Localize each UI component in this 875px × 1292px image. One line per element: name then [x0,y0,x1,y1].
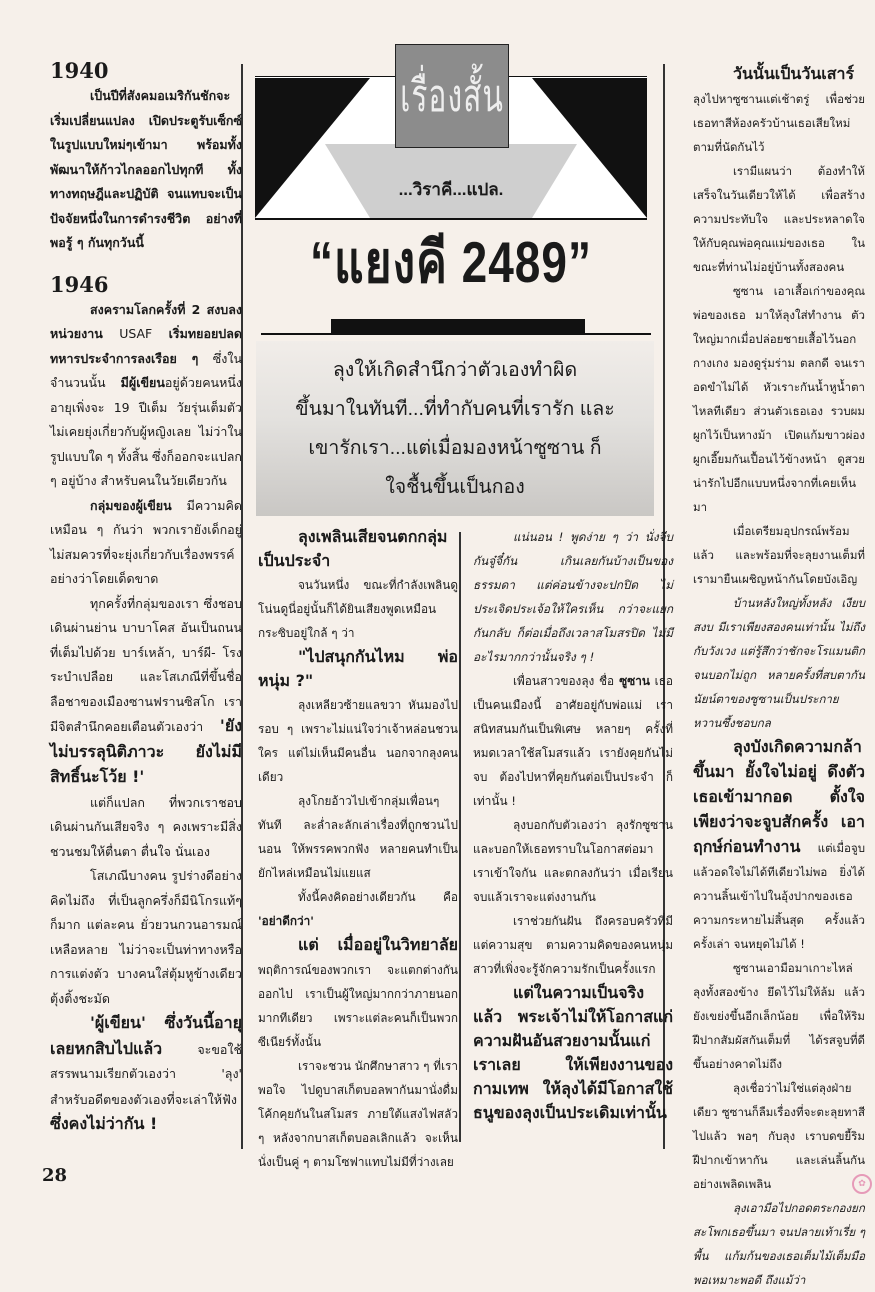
paragraph: เมื่อเตรียมอุปกรณ์พร้อมแล้ว และพร้อมที่จะลุยงานเต็มที่ เรามายืนเผชิญหน้ากันโดยบังเอิญ [693,524,865,586]
paragraph [693,735,865,956]
paragraph: แต่ในความเป็นจริงแล้ว พระเจ้าไม่ให้โอกาสแก่ความฝันอันสวยงามนั้นแก่เราเลย ให้เพียงงานของกามเทพ ให้ลุงได้มีโอกาสใช้ธนูของลุงเป็นประเดิมเท่านั้น [473,983,673,1122]
text-run: ลุงไปหาซูซานแต่เช้าตรู่ เพื่อช่วยเธอทาสีห้องครัวบ้านเธอเสียใหม่ ตามที่นัดกันไว้ [693,92,865,154]
byline: ...วิราคี...แปล. [398,180,504,199]
column-4 [693,62,865,1292]
paragraph: ลุงเอามือไปกอดตระกองยกสะโพกเธอขึ้นมา จนปลายเท้าเรี่ย ๆ พื้น แก้มก้นของเธอเต็มไม้เต็มมือ พอเหมาะพอดี ถึงแม้ว่า [693,1201,865,1287]
paragraph: "ไปสนุกกันไหม พ่อหนุ่ม ?" [258,647,458,690]
header-band-right [532,144,577,218]
paragraph: เราจะชวน นักศึกษาสาว ๆ ที่เราพอใจ ไปดูบาสเก็ตบอลพากันมานั่งดื่มโค้กคุยกันในสโมสร ภายใต้แสงไฟสลัว ๆ หลังจากบาสเก็ตบอลเลิกแล้ว จะเห็นนั่งเป็นคู่ ๆ ตามโซฟาแทบไม่มีที่ว่างเลย [258,1059,458,1169]
paragraph: แน่นอน ! พูดง่าย ๆ ว่า นั่งจีบกันจู๋จี๋กัน เกินเลยกันบ้างเป็นของธรรมดา แต่ค่อนข้างจะปกปิด ไม่ประเจิดประเจ้อให้ใครเห็น กว่าจะแยกกันกลับ ก็ต่อเมื่อถึงเวลาสโมสรปิด ไม่มีอะไรมากกว่านั้นจริง ๆ ! [473,530,673,664]
section-label-box [395,44,509,148]
bold-run: มีผู้เขียน [120,375,165,390]
paragraph: ลุงเชื่อว่าไม่ใช่แต่ลุงฝ่ายเดียว ซูซานก็ลืมเรื่องที่จะตะลุยทาสีไปแล้ว พอๆ กับลุง เราบดขยี้ริมฝีปากเข้าหากัน และเล่นลิ้นกันอย่างเพลิดเพลิน [693,1081,865,1191]
bold-run: เริ่มทยอยปลดทหารประจำการลงเรือย ๆ [50,326,242,366]
publisher-logo-icon: ✿ [852,1174,872,1194]
paragraph [50,298,242,494]
text-run: ทั้งนี้คงคิดอย่างเดียวกัน คือ [298,890,458,904]
paragraph [50,494,242,592]
text-run: ซึ่งในจำนวนนั้น [50,350,242,390]
paragraph [693,62,865,159]
paragraph: เรามีแผนว่า ต้องทำให้เสร็จในวันเดียวให้ได้ เพื่อสร้างความประทับใจ และประหลาดใจให้กับคุณพ่อคุณแม่ของเธอ ในขณะที่ท่านไม่อยู่บ้านทั้งสองคน [693,164,865,274]
pull-quote-line: ลุงให้เกิดสำนึกว่าตัวเองทำผิด [332,358,578,381]
paragraph: บ้านหลังใหญ่ทั้งหลัง เงียบสงบ มีเราเพียงสองคนเท่านั้น ไม่ถึงกับวังเวง แต่รู้สึกว่าชักจะโรแมนติกจนบอกไม่ถูก หลายครั้งที่สบตากัน นัยน์ตาของซูซานเป็นประกายหวานซึ้งชอบกล [693,596,865,730]
header-band-left [325,144,370,218]
paragraph [258,933,458,1054]
paragraph [50,1011,242,1138]
text-run: เธอเป็นคนเมืองนี้ อาศัยอยู่กับพ่อแม่ เราสนิทสนมกันเป็นพิเศษ หลายๆ ครั้งที่หมดเวลาใช้สโมสรแล้ว เรายังคุยกันไม่จบ ต้องไปหาที่คุยกันต่อเป็นประจำ ก็เท่านั้น ! [473,674,673,808]
paragraph: แต่ก็แปลก ที่พวกเราชอบเดินผ่านกันเสียจริง ๆ คงเพราะมีสิ่งชวนชมให้ตื่นตา ตื่นใจ นั่นเอง [50,794,242,859]
text-run: จะขอใช้สรรพนามเรียกตัวเองว่า 'ลุง' สำหรับอดีตของตัวเองที่จะเล่าให้ฟัง [50,1041,242,1107]
paragraph: โสเภณีบางคน รูปร่างดีอย่างคิดไม่ถึง ที่เป็นลูกครึ่งก็มีนิโกรแท้ๆ ก็มาก แต่ละคน ยั่วยวนกวนอารมณ์เหลือหลาย ไม่ว่าจะเป็นท่าทางหรือการแต่งตัว บางคนใส่ตุ้มหูข้างเดียวตุ้งติ้งชะมัด [50,868,242,1006]
text-run: ทุกครั้งที่กลุ่มของเรา ซึ่งชอบเดินผ่านย่าน บาบาโคส อันเป็นถนนที่เต็มไปด้วย บาร์เหล้า, บาร์ผี- โรงระบำเปลือย และโสเภณีที่ขึ้นชื่อลือชาของเมืองซานฟรานซิสโก เรามีจิตสำนึกคอยเตือนตัวเองว่า [50,595,242,734]
year-heading: 1946 [50,271,109,297]
paragraph: ลุงเหลียวซ้ายแลขวา หันมองไปรอบ ๆ เพราะไม่แน่ใจว่าเจ้าหล่อนชวนใคร แต่ไม่เห็นมีคนอื่น นอกจากลุงคนเดียว [258,698,458,784]
column-divider [459,532,461,1142]
bold-run: 'ผู้เขียน' ซึ่งวันนี้อายุเลยหกสิบไปแล้ว [50,1013,242,1058]
paragraph [473,669,673,813]
paragraph: เป็นปีที่สังคมอเมริกันชักจะเริ่มเปลี่ยนแปลง เปิดประตูรับเซ็กซ์ ในรูปแบบใหม่ๆเข้ามา พร้อมทั้งพัฒนาให้ก้าวไกลออกไปทุกที ทั้งทางทฤษฎีและปฏิบัติ จนแทบจะเป็นปัจจัยหนึ่งในการดำรงชีวิต อย่างที่พอรู้ ๆ กันทุกวันนี้ [50,88,242,250]
pull-quote-line: เขารักเรา...แต่เมื่อมองหน้าซูซาน ก็ [308,436,602,459]
paragraph: ลุงเพลินเสียจนตกกลุ่มเป็นประจำ [258,527,448,570]
paragraph: ลุงบอกกับตัวเองว่า ลุงรักซูซาน และบอกให้เธอทราบในโอกาสต่อมา เราเข้าใจกัน และตกลงกันว่า เมื่อเรียนจบแล้วเราจะแต่งงานกัน [473,818,673,904]
story-title: “แยงคี 2489” [310,229,592,295]
paragraph: ซูซานเอามือมาเกาะไหล่ลุงทั้งสองข้าง ยึดไว้ไม่ให้ล้ม แล้วยังเขย่งขึ้นอีกเล็กน้อย เพื่อให้ริมฝีปากสัมผัสกันเต็มที่ ได้รสจูบที่ดีขึ้นอย่างคาดไม่ถึง [693,961,865,1071]
bold-run: แต่ เมื่ออยู่ในวิทยาลัย [298,935,458,954]
paragraph: จนวันหนึ่ง ขณะที่กำลังเพลินดูโน่นดูนี่อยู่นั้นก็ได้ยินเสียงพูดเหมือนกระซิบอยู่ใกล้ ๆ ว่า [258,578,458,640]
column-1 [50,58,242,1138]
title-rule [261,333,651,335]
year-heading: 1940 [50,58,109,83]
paragraph: ซูซาน เอาเสื้อเก่าของคุณพ่อของเธอ มาให้ลุงใส่ทำงาน ตัวใหญ่มากเมื่อปล่อยชายเสื้อไว้นอกกางเกง มองดูรุ่มร่าม ตลกดี จนเราอดขำไม่ได้ หัวเราะกันน้ำหูน้ำตาไหลทีเดียว ส่วนตัวเธอเอง รวบผมผูกไว้เป็นหางม้า เปิดแก้มขาวผ่อง ผูกเอี๊ยมกันเปื้อนไว้ข้างหน้า ดูสวยน่ารักไปอีกแบบหนึ่งจากที่เคยเห็นมา [693,284,865,514]
story-header [255,36,655,301]
bold-run: กลุ่มของผู้เขียน [90,497,172,513]
text-run: เพื่อนสาวของลุง ชื่อ [513,674,615,688]
text-run: พฤติการณ์ของพวกเรา จะแตกต่างกันออกไป เราเป็นผู้ใหญ่มากกว่าภายนอกมากทีเดียว เพราะแต่ละคนก็เป็นพวกซีเนียร์ทั้งนั้น [258,963,458,1049]
text-run: USAF [102,326,169,341]
pull-quote-line: ใจชื้นขึ้นเป็นกอง [385,475,525,498]
paragraph [50,592,242,791]
pull-quote-line: ขึ้นมาในทันที...ที่ทำกับคนที่เรารัก และ [295,397,615,420]
bold-run: สงครามโลกครั้งที่ 2 สงบลง หน่วยงาน [50,301,242,341]
column-3 [473,525,673,1125]
text-run: อยู่ด้วยคนหนึ่ง อายุเพิ่งจะ 19 ปีเต็ม วัยรุ่นเต็มตัว ไม่เคยยุ่งเกี่ยวกับผู้หญิงเลย ไม่ว่าในรูปแบบใด ๆ ทั้งสิ้น ซึ่งก็ออกจะแปลก ๆ อยู่บ้าง สำหรับคนในวัยเดียวกัน [50,375,242,488]
bold-run: ซูซาน [614,674,650,688]
pull-quote [256,341,654,516]
section-label: เรื่องสั้น [400,71,504,121]
bold-run: ลุงบังเกิดความกล้าขึ้นมา ยั้งใจไม่อยู่ ดึงตัวเธอเข้ามากอด ตั้งใจเพียงว่าจะจูบสักครั้ง เอาฤกษ์ก่อนทำงาน [693,737,865,856]
text-run: มีความคิดเหมือน ๆ กันว่า พวกเรายังเด็กอยู่ ไม่สมควรที่จะยุ่งเกี่ยวกับเรื่องพรรค์อย่างว่าโดยเด็ดขาด [50,497,242,586]
column-2 [258,525,458,1174]
page-number: 28 [42,1165,68,1186]
paragraph [258,885,458,933]
bold-run: 'ยังไม่บรรลุนิติภาวะ ยังไม่มีสิทธิ์นะโว้ย !' [50,716,242,786]
text-run: แต่เมื่อจูบแล้วอดใจไม่ได้ทีเดียวไม่พอ ยิ่งได้ควานลิ้นเข้าไปในอุ้งปากของเธอ ความกระหายไม่สิ้นสุด ครั้งแล้วครั้งเล่า จนหยุดไม่ได้ ! [693,841,865,951]
bold-run: ซึ่งคงไม่ว่ากัน ! [50,1114,158,1133]
bold-run: 'อย่าดีกว่า' [258,914,314,928]
paragraph: ลุงโกยอ้าวไปเข้ากลุ่มเพื่อนๆ ทันที ละล่ำละลักเล่าเรื่องที่ถูกชวนไปนอน ให้พรรคพวกฟัง หลายคนทำเป็นยักไหล่เหมือนไม่แยแส [258,794,458,880]
bold-run: วันนั้นเป็นวันเสาร์ [733,64,855,83]
paragraph: เราช่วยกันฝัน ถึงครอบครัวที่มีแต่ความสุข ตามความคิดของคนหนุ่มสาวที่เพิ่งจะรู้จักความรักเป็นครั้งแรก [473,914,673,976]
